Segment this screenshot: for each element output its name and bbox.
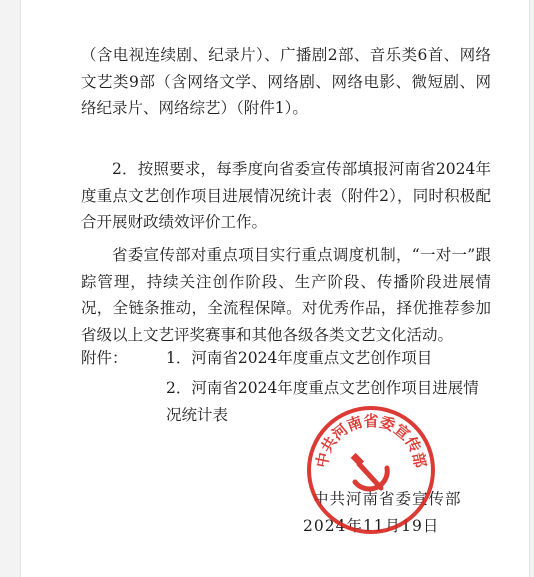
attachments-label: 附件： bbox=[81, 349, 128, 367]
paragraph-3: 省委宣传部对重点项目实行重点调度机制，“一对一”跟踪管理，持续关注创作阶段、生产阶段、传播阶段进展情况，全链条推动，全流程保障。对优秀作品，择优推荐参加省级以上文艺评奖赛事和其他各级各类文艺文化活动。 bbox=[81, 246, 491, 344]
attachment-item-2: 2．河南省2024年度重点文艺创作项目进展情况统计表 bbox=[166, 379, 479, 424]
signature-date: 2024年11月19日 bbox=[303, 517, 440, 535]
paragraph-1: （含电视连续剧、纪录片）、广播剧2部、音乐类6首、网络文艺类9部（含网络文学、网络剧、网络电影、微短剧、网络纪录片、网络综艺）（附件1）。 bbox=[81, 46, 491, 117]
svg-text:中共河南省委宣传部 bbox=[313, 412, 430, 469]
seal-text: 中共河南省委宣传部 bbox=[312, 412, 430, 470]
official-seal bbox=[303, 404, 440, 536]
hammer-sickle-icon bbox=[351, 453, 388, 489]
attachment-item-1: 1．河南省2024年度重点文艺创作项目 bbox=[166, 349, 433, 367]
paragraph-2: 2．按照要求，每季度向省委宣传部填报河南省2024年度重点文艺创作项目进展情况统计表（附件2），同时积极配合开展财政绩效评价工作。 bbox=[81, 160, 491, 231]
document-page bbox=[20, 0, 530, 577]
signature-organization: 中共河南省委宣传部 bbox=[313, 490, 462, 508]
